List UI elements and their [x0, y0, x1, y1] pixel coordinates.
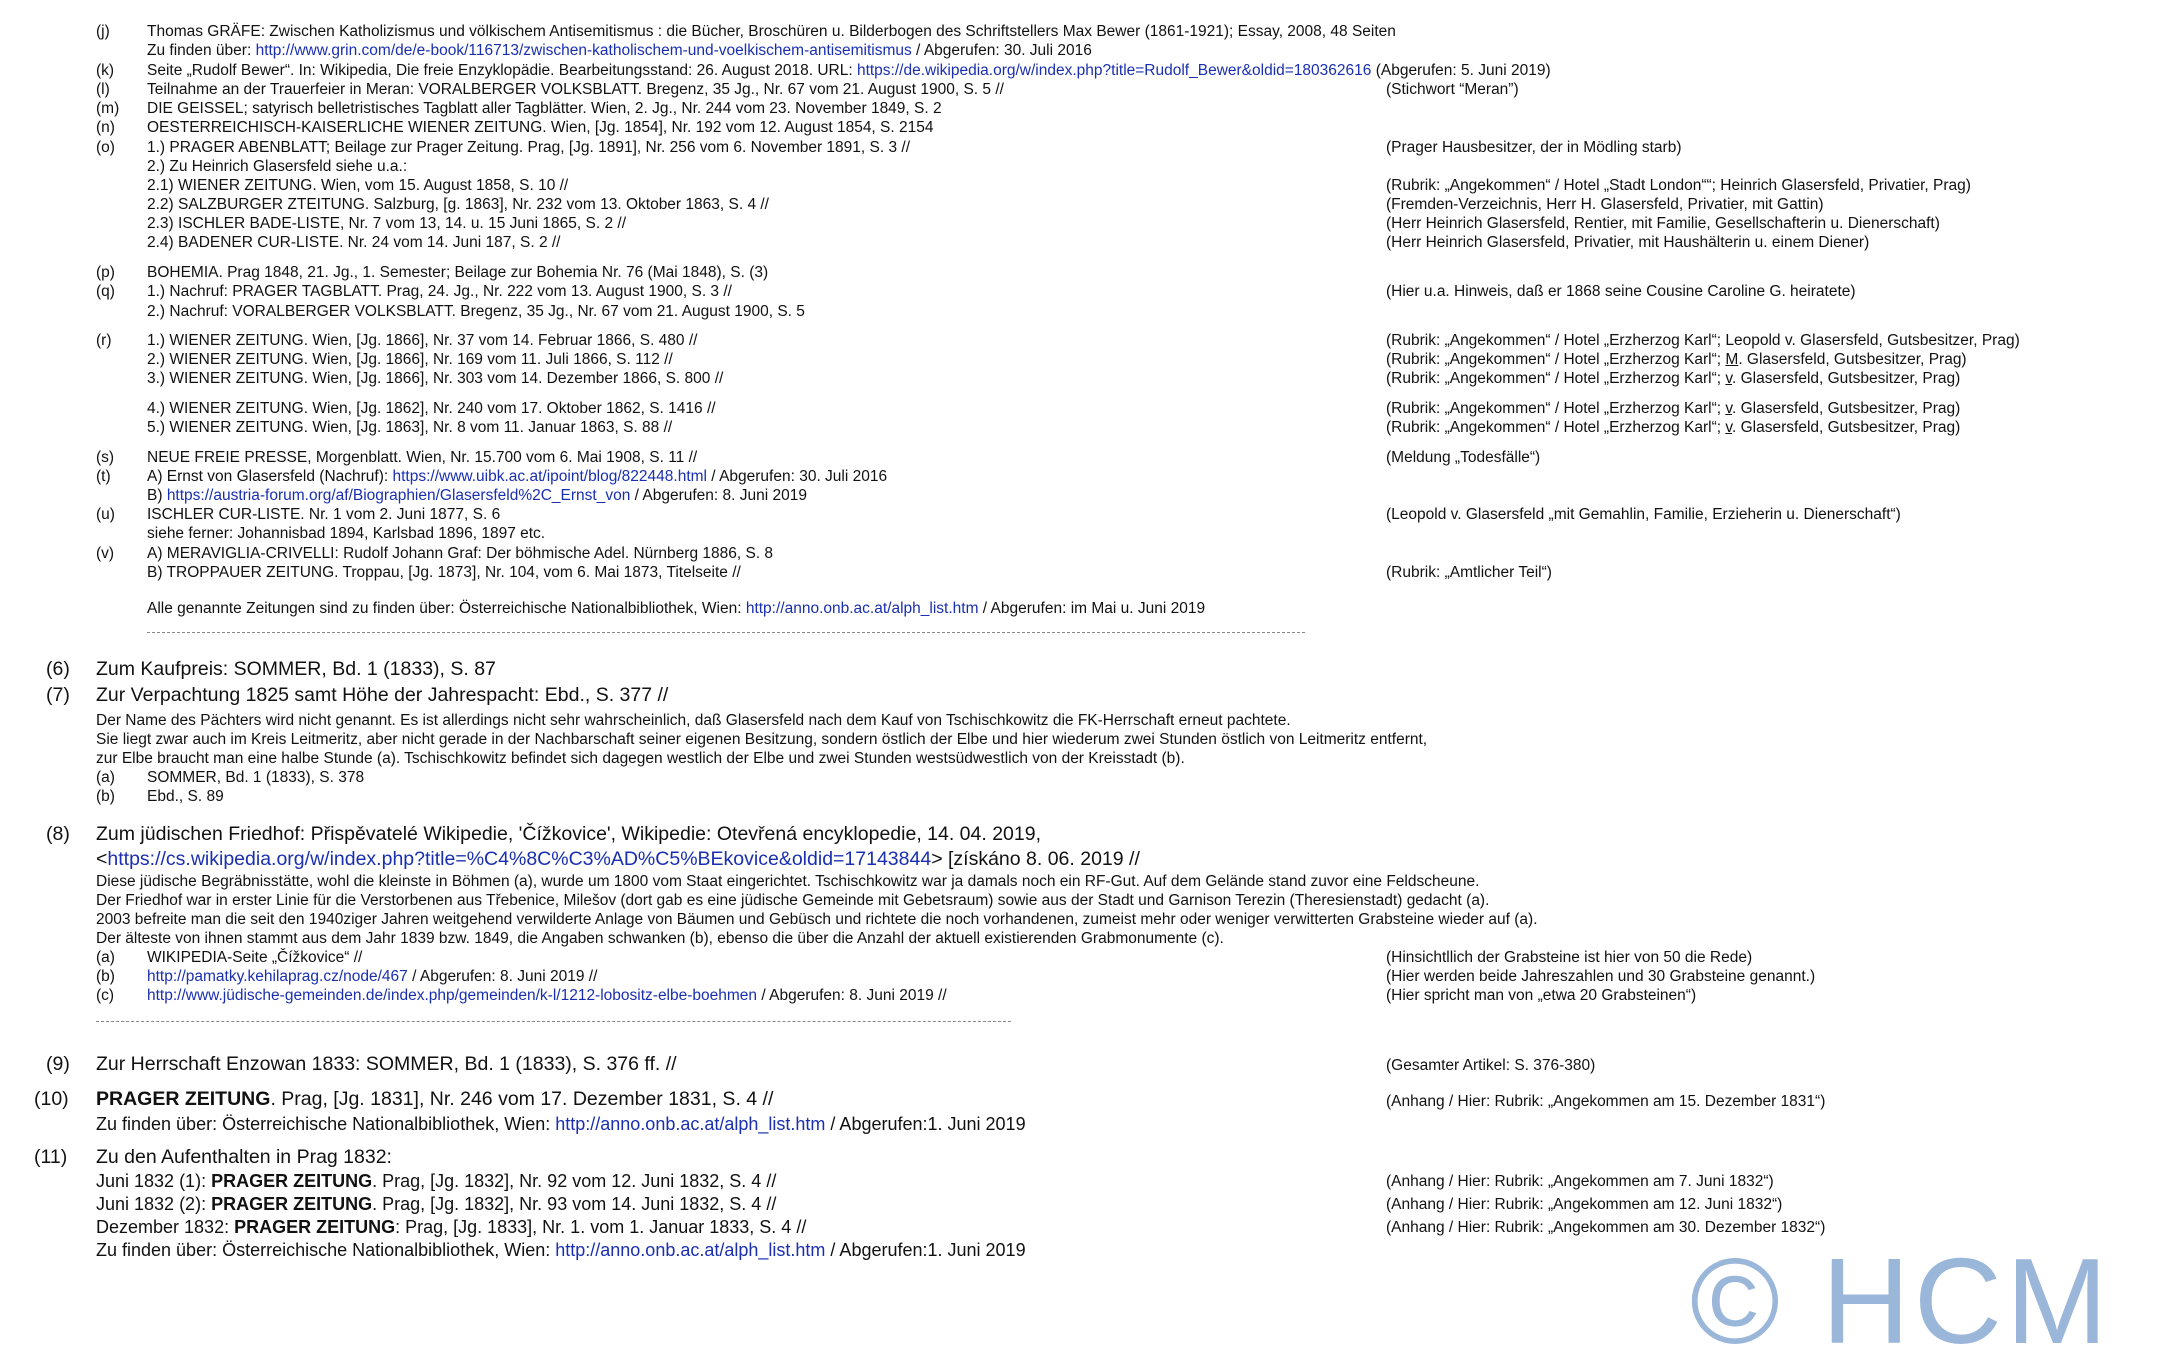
note-marker-v: (v)	[96, 545, 115, 562]
note-j-line2: Zu finden über: http://www.grin.com/de/e-book/116713/zwischen-katholischem-und-voelkischem-antisemitismus / Abgerufen: 30. Juli 2016	[147, 42, 1092, 59]
separator-line	[147, 632, 1305, 633]
note-o-remark4: (Fremden-Verzeichnis, Herr H. Glasersfeld, Privatier, mit Gattin)	[1386, 196, 1824, 213]
footnote-marker-10: (10)	[34, 1088, 69, 1110]
footnote-marker-7: (7)	[46, 684, 70, 706]
copyright-watermark: © HCM	[1690, 1233, 2112, 1369]
note-r-line1: 1.) WIENER ZEITUNG. Wien, [Jg. 1866], Nr. 37 vom 14. Februar 1866, S. 480 //	[147, 332, 698, 349]
note-l-remark: (Stichwort “Meran”)	[1386, 81, 1519, 98]
note-u-line1: ISCHLER CUR-LISTE. Nr. 1 vom 2. Juni 1877, S. 6	[147, 506, 501, 523]
note-k-text: Seite „Rudolf Bewer“. In: Wikipedia, Die freie Enzyklopädie. Bearbeitungsstand: 26. August 2018. URL: https://de.wikipedia.org/w/index.php?title=Rudolf_Bewer&oldid=180362616 (Abgerufen: 5. Juni 2019)	[147, 62, 1551, 79]
footnote-9-remark: (Gesamter Artikel: S. 376-380)	[1386, 1057, 1596, 1074]
note-r-remark5: (Rubrik: „Angekommen“ / Hotel „Erzherzog Karl“; v. Glasersfeld, Gutsbesitzer, Prag)	[1386, 419, 1961, 436]
note-r-remark4: (Rubrik: „Angekommen“ / Hotel „Erzherzog Karl“; v. Glasersfeld, Gutsbesitzer, Prag)	[1386, 400, 1961, 417]
note-j-link[interactable]: http://www.grin.com/de/e-book/116713/zwischen-katholischem-und-voelkischem-antisemitismus	[255, 42, 912, 59]
footnote-8-para4: Der älteste von ihnen stammt aus dem Jahr 1839 bzw. 1849, die Angaben schwanken (b), ebenso die über die Anzahl der aktuell existierenden Grabmonumente (c).	[96, 930, 1224, 947]
footnote-11-remark1: (Anhang / Hier: Rubrik: „Angekommen am 7. Juni 1832“)	[1386, 1173, 1774, 1190]
note-marker-r: (r)	[96, 332, 112, 349]
note-o-line5: 2.3) ISCHLER BADE-LISTE, Nr. 7 vom 13, 14. u. 15 Juni 1865, S. 2 //	[147, 215, 627, 232]
note-s-text: NEUE FREIE PRESSE, Morgenblatt. Wien, Nr. 15.700 vom 6. Mai 1908, S. 11 //	[147, 449, 698, 466]
note-v-line2: B) TROPPAUER ZEITUNG. Troppau, [Jg. 1873], Nr. 104, vom 6. Mai 1873, Titelseite //	[147, 564, 741, 581]
note-k-link[interactable]: https://de.wikipedia.org/w/index.php?title=Rudolf_Bewer&oldid=180362616	[856, 62, 1372, 79]
note-o-line3: 2.1) WIENER ZEITUNG. Wien, vom 15. August 1858, S. 10 //	[147, 177, 569, 194]
note-t-line2: B) https://austria-forum.org/af/Biographien/Glasersfeld%2C_Ernst_von / Abgerufen: 8. Juni 2019	[147, 487, 807, 504]
footnote-10-link[interactable]: http://anno.onb.ac.at/alph_list.htm	[555, 1114, 826, 1134]
note-marker-k: (k)	[96, 62, 115, 79]
note-t-link1[interactable]: https://www.uibk.ac.at/ipoint/blog/822448.html	[392, 468, 707, 485]
note-p-text: BOHEMIA. Prag 1848, 21. Jg., 1. Semester; Beilage zur Bohemia Nr. 76 (Mai 1848), S. (3)	[147, 264, 769, 281]
footnote-8-marker-c: (c)	[96, 987, 115, 1004]
footnote-8-url-line: <https://cs.wikipedia.org/w/index.php?title=%C4%8C%C3%AD%C5%BEkovice&oldid=17143844> [získáno 8. 06. 2019 //	[96, 848, 1140, 870]
footnote-11-row3: Dezember 1832: PRAGER ZEITUNG: Prag, [Jg. 1833], Nr. 1. vom 1. Januar 1833, S. 4 //	[96, 1217, 807, 1237]
footnote-8-ref-a: WIKIPEDIA-Seite „Čížkovice“ //	[147, 949, 363, 966]
note-m-text: DIE GEISSEL; satyrisch belletristisches Tagblatt aller Tagblätter. Wien, 2. Jg., Nr. 244 vom 23. November 1849, S. 2	[147, 100, 942, 117]
note-q-line1: 1.) Nachruf: PRAGER TAGBLATT. Prag, 24. Jg., Nr. 222 vom 13. August 1900, S. 3 //	[147, 283, 732, 300]
footnote-7-marker-a: (a)	[96, 769, 115, 786]
note-marker-j: (j)	[96, 23, 110, 40]
footnote-7-marker-b: (b)	[96, 788, 115, 805]
note-marker-m: (m)	[96, 100, 120, 117]
footnote-11-remark2: (Anhang / Hier: Rubrik: „Angekommen am 12. Juni 1832“)	[1386, 1196, 1783, 1213]
note-q-line2: 2.) Nachruf: VORALBERGER VOLKSBLATT. Bregenz, 35 Jg., Nr. 67 vom 21. August 1900, S. 5	[147, 303, 805, 320]
footnote-9-text: Zur Herrschaft Enzowan 1833: SOMMER, Bd. 1 (1833), S. 376 ff. //	[96, 1053, 677, 1075]
footnote-8-para1: Diese jüdische Begräbnisstätte, wohl die kleinste in Böhmen (a), wurde um 1800 vom Staat eingerichtet. Tschischkowitz war ja damals noch ein RF-Gut. Auf dem Gelände stand zuvor eine Feldscheune.	[96, 873, 1480, 890]
footnote-11-line5: Zu finden über: Österreichische Nationalbibliothek, Wien: http://anno.onb.ac.at/alph_list.htm / Abgerufen:1. Juni 2019	[96, 1240, 1026, 1260]
note-r-line4: 4.) WIENER ZEITUNG. Wien, [Jg. 1862], Nr. 240 vom 17. Oktober 1862, S. 1416 //	[147, 400, 716, 417]
footnote-8-marker-a: (a)	[96, 949, 115, 966]
note-t-link2[interactable]: https://austria-forum.org/af/Biographien/Glasersfeld%2C_Ernst_von	[166, 487, 631, 504]
footnote-10-line2: Zu finden über: Österreichische Nationalbibliothek, Wien: http://anno.onb.ac.at/alph_list.htm / Abgerufen:1. Juni 2019	[96, 1114, 1026, 1134]
footnote-8-text: Zum jüdischen Friedhof: Přispěvatelé Wikipedie, 'Čížkovice', Wikipedie: Otevřená encyklopedie, 14. 04. 2019,	[96, 823, 1041, 845]
footnote-8-link[interactable]: https://cs.wikipedia.org/w/index.php?title=%C4%8C%C3%AD%C5%BEkovice&oldid=17143844	[107, 848, 932, 870]
footnote-11-remark3: (Anhang / Hier: Rubrik: „Angekommen am 30. Dezember 1832“)	[1386, 1219, 1826, 1236]
footnote-8-remark-c: (Hier spricht man von „etwa 20 Grabsteinen“)	[1386, 987, 1697, 1004]
note-marker-p: (p)	[96, 264, 115, 281]
note-o-line4: 2.2) SALZBURGER ZTEITUNG. Salzburg, [g. 1863], Nr. 232 vom 13. Oktober 1863, S. 4 //	[147, 196, 769, 213]
footnote-8-remark-a: (Hinsichtllich der Grabsteine ist hier von 50 die Rede)	[1386, 949, 1753, 966]
note-o-remark6: (Herr Heinrich Glasersfeld, Privatier, mit Haushälterin u. einem Diener)	[1386, 234, 1870, 251]
note-marker-q: (q)	[96, 283, 115, 300]
footnote-11-row2: Juni 1832 (2): PRAGER ZEITUNG. Prag, [Jg. 1832], Nr. 93 vom 14. Juni 1832, S. 4 //	[96, 1194, 777, 1214]
note-o-remark3: (Rubrik: „Angekommen“ / Hotel „Stadt London““; Heinrich Glasersfeld, Privatier, Prag)	[1386, 177, 1971, 194]
note-r-remark1: (Rubrik: „Angekommen“ / Hotel „Erzherzog Karl“; Leopold v. Glasersfeld, Gutsbesitzer, Prag)	[1386, 332, 2020, 349]
separator-line-2	[96, 1021, 1011, 1022]
note-o-remark5: (Herr Heinrich Glasersfeld, Rentier, mit Familie, Gesellschafterin u. Dienerschaft)	[1386, 215, 1940, 232]
footnote-8-para2: Der Friedhof war in erster Linie für die Verstorbenen aus Třebenice, Milešov (dort gab es eine jüdische Gemeinde mit Gebetsraum) sowie aus der Stadt und Garnison Terezin (Theresienstadt) gedacht (a).	[96, 892, 1490, 909]
note-r-remark2: (Rubrik: „Angekommen“ / Hotel „Erzherzog Karl“; M. Glasersfeld, Gutsbesitzer, Prag)	[1386, 351, 1967, 368]
footnote-8-remark-b: (Hier werden beide Jahreszahlen und 30 Grabsteine genannt.)	[1386, 968, 1816, 985]
footnote-8-ref-b: http://pamatky.kehilaprag.cz/node/467 / Abgerufen: 8. Juni 2019 //	[147, 968, 598, 985]
note-o-line6: 2.4) BADENER CUR-LISTE. Nr. 24 vom 14. Juni 187, S. 2 //	[147, 234, 561, 251]
footnote-8-link-b[interactable]: http://pamatky.kehilaprag.cz/node/467	[147, 968, 408, 985]
footnote-7-para3: zur Elbe braucht man eine halbe Stunde (a). Tschischkowitz befindet sich dagegen westlich der Elbe und zwei Stunden westsüdwestlich von der Kreisstadt (b).	[96, 750, 1185, 767]
footnote-7-ref-a: SOMMER, Bd. 1 (1833), S. 378	[147, 769, 365, 786]
footnote-6-text: Zum Kaufpreis: SOMMER, Bd. 1 (1833), S. 87	[96, 658, 496, 680]
note-v-line1: A) MERAVIGLIA-CRIVELLI: Rudolf Johann Graf: Der böhmische Adel. Nürnberg 1886, S. 8	[147, 545, 774, 562]
footnote-7-para1: Der Name des Pächters wird nicht genannt. Es ist allerdings nicht sehr wahrscheinlich, daß Glasersfeld nach dem Kauf von Tschischkowitz die FK-Herrschaft erneut pachtete.	[96, 712, 1291, 729]
note-marker-o: (o)	[96, 139, 115, 156]
note-all-link[interactable]: http://anno.onb.ac.at/alph_list.htm	[745, 600, 979, 617]
footnote-marker-6: (6)	[46, 658, 70, 680]
note-r-line3: 3.) WIENER ZEITUNG. Wien, [Jg. 1866], Nr. 303 vom 14. Dezember 1866, S. 800 //	[147, 370, 724, 387]
note-marker-t: (t)	[96, 468, 111, 485]
note-o-line1: 1.) PRAGER ABENBLATT; Beilage zur Prager Zeitung. Prag, [Jg. 1891], Nr. 256 vom 6. November 1891, S. 3 //	[147, 139, 911, 156]
footnote-8-link-c[interactable]: http://www.jüdische-gemeinden.de/index.php/gemeinden/k-l/1212-lobositz-elbe-boehmen	[147, 987, 758, 1004]
footnote-11-row1: Juni 1832 (1): PRAGER ZEITUNG. Prag, [Jg. 1832], Nr. 92 vom 12. Juni 1832, S. 4 //	[96, 1171, 777, 1191]
footnote-8-para3: 2003 befreite man die seit den 1940ziger Jahren weitgehend verwilderte Anlage von Bäumen und Gebüsch und richtete die noch vorhandenen, zumeist mehr oder weniger verwitterten Grabsteine wieder auf (a).	[96, 911, 1538, 928]
note-all-sources: Alle genannte Zeitungen sind zu finden über: Österreichische Nationalbibliothek, Wien: http://anno.onb.ac.at/alph_list.htm / Abgerufen: im Mai u. Juni 2019	[147, 600, 1206, 617]
note-u-remark1: (Leopold v. Glasersfeld „mit Gemahlin, Familie, Erzieherin u. Dienerschaft“)	[1386, 506, 1901, 523]
note-marker-u: (u)	[96, 506, 115, 523]
footnote-marker-11: (11)	[34, 1146, 68, 1168]
note-n-text: OESTERREICHISCH-KAISERLICHE WIENER ZEITUNG. Wien, [Jg. 1854], Nr. 192 vom 12. August 1854, S. 2154	[147, 119, 934, 136]
note-r-line2: 2.) WIENER ZEITUNG. Wien, [Jg. 1866], Nr. 169 vom 11. Juli 1866, S. 112 //	[147, 351, 673, 368]
footnote-marker-8: (8)	[46, 823, 70, 845]
note-r-remark3: (Rubrik: „Angekommen“ / Hotel „Erzherzog Karl“; v. Glasersfeld, Gutsbesitzer, Prag)	[1386, 370, 1961, 387]
note-v-remark2: (Rubrik: „Amtlicher Teil“)	[1386, 564, 1552, 581]
note-marker-n: (n)	[96, 119, 115, 136]
note-j-text: Thomas GRÄFE: Zwischen Katholizismus und völkischem Antisemitismus : die Bücher, Broschüren u. Bilderbogen des Schriftstellers Max Bewer (1861-1921); Essay, 2008, 48 Seiten	[147, 23, 1396, 40]
footnote-7-ref-b: Ebd., S. 89	[147, 788, 224, 805]
note-l-text: Teilnahme an der Trauerfeier in Meran: VORALBERGER VOLKSBLATT. Bregenz, 35 Jg., Nr. 67 vom 21. August 1900, S. 5 //	[147, 81, 1004, 98]
footnote-11-text: Zu den Aufenthalten in Prag 1832:	[96, 1146, 392, 1168]
note-o-line2: 2.) Zu Heinrich Glasersfeld siehe u.a.:	[147, 158, 408, 175]
note-r-line5: 5.) WIENER ZEITUNG. Wien, [Jg. 1863], Nr. 8 vom 11. Januar 1863, S. 88 //	[147, 419, 673, 436]
footnote-8-ref-c: http://www.jüdische-gemeinden.de/index.php/gemeinden/k-l/1212-lobositz-elbe-boehmen / Abgerufen: 8. Juni 2019 //	[147, 987, 947, 1004]
footnote-7-text: Zur Verpachtung 1825 samt Höhe der Jahrespacht: Ebd., S. 377 //	[96, 684, 669, 706]
note-q-remark1: (Hier u.a. Hinweis, daß er 1868 seine Cousine Caroline G. heiratete)	[1386, 283, 1856, 300]
note-o-remark1: (Prager Hausbesitzer, der in Mödling starb)	[1386, 139, 1682, 156]
footnote-7-para2: Sie liegt zwar auch im Kreis Leitmeritz, aber nicht gerade in der Nachbarschaft seiner eigenen Besitzung, sondern östlich der Elbe und hier wiederum zwei Stunden östlich von Leitmeritz entfernt,	[96, 731, 1428, 748]
footnote-10-remark: (Anhang / Hier: Rubrik: „Angekommen am 15. Dezember 1831“)	[1386, 1093, 1826, 1110]
footnote-10-text: PRAGER ZEITUNG. Prag, [Jg. 1831], Nr. 246 vom 17. Dezember 1831, S. 4 //	[96, 1088, 774, 1110]
note-s-remark: (Meldung „Todesfälle“)	[1386, 449, 1541, 466]
note-marker-l: (l)	[96, 81, 110, 98]
note-u-line2: siehe ferner: Johannisbad 1894, Karlsbad 1896, 1897 etc.	[147, 525, 546, 542]
note-t-line1: A) Ernst von Glasersfeld (Nachruf): https://www.uibk.ac.at/ipoint/blog/822448.html / Abgerufen: 30. Juli 2016	[147, 468, 888, 485]
footnote-8-marker-b: (b)	[96, 968, 115, 985]
note-marker-s: (s)	[96, 449, 115, 466]
footnote-marker-9: (9)	[46, 1053, 70, 1075]
footnote-11-link[interactable]: http://anno.onb.ac.at/alph_list.htm	[555, 1240, 826, 1260]
